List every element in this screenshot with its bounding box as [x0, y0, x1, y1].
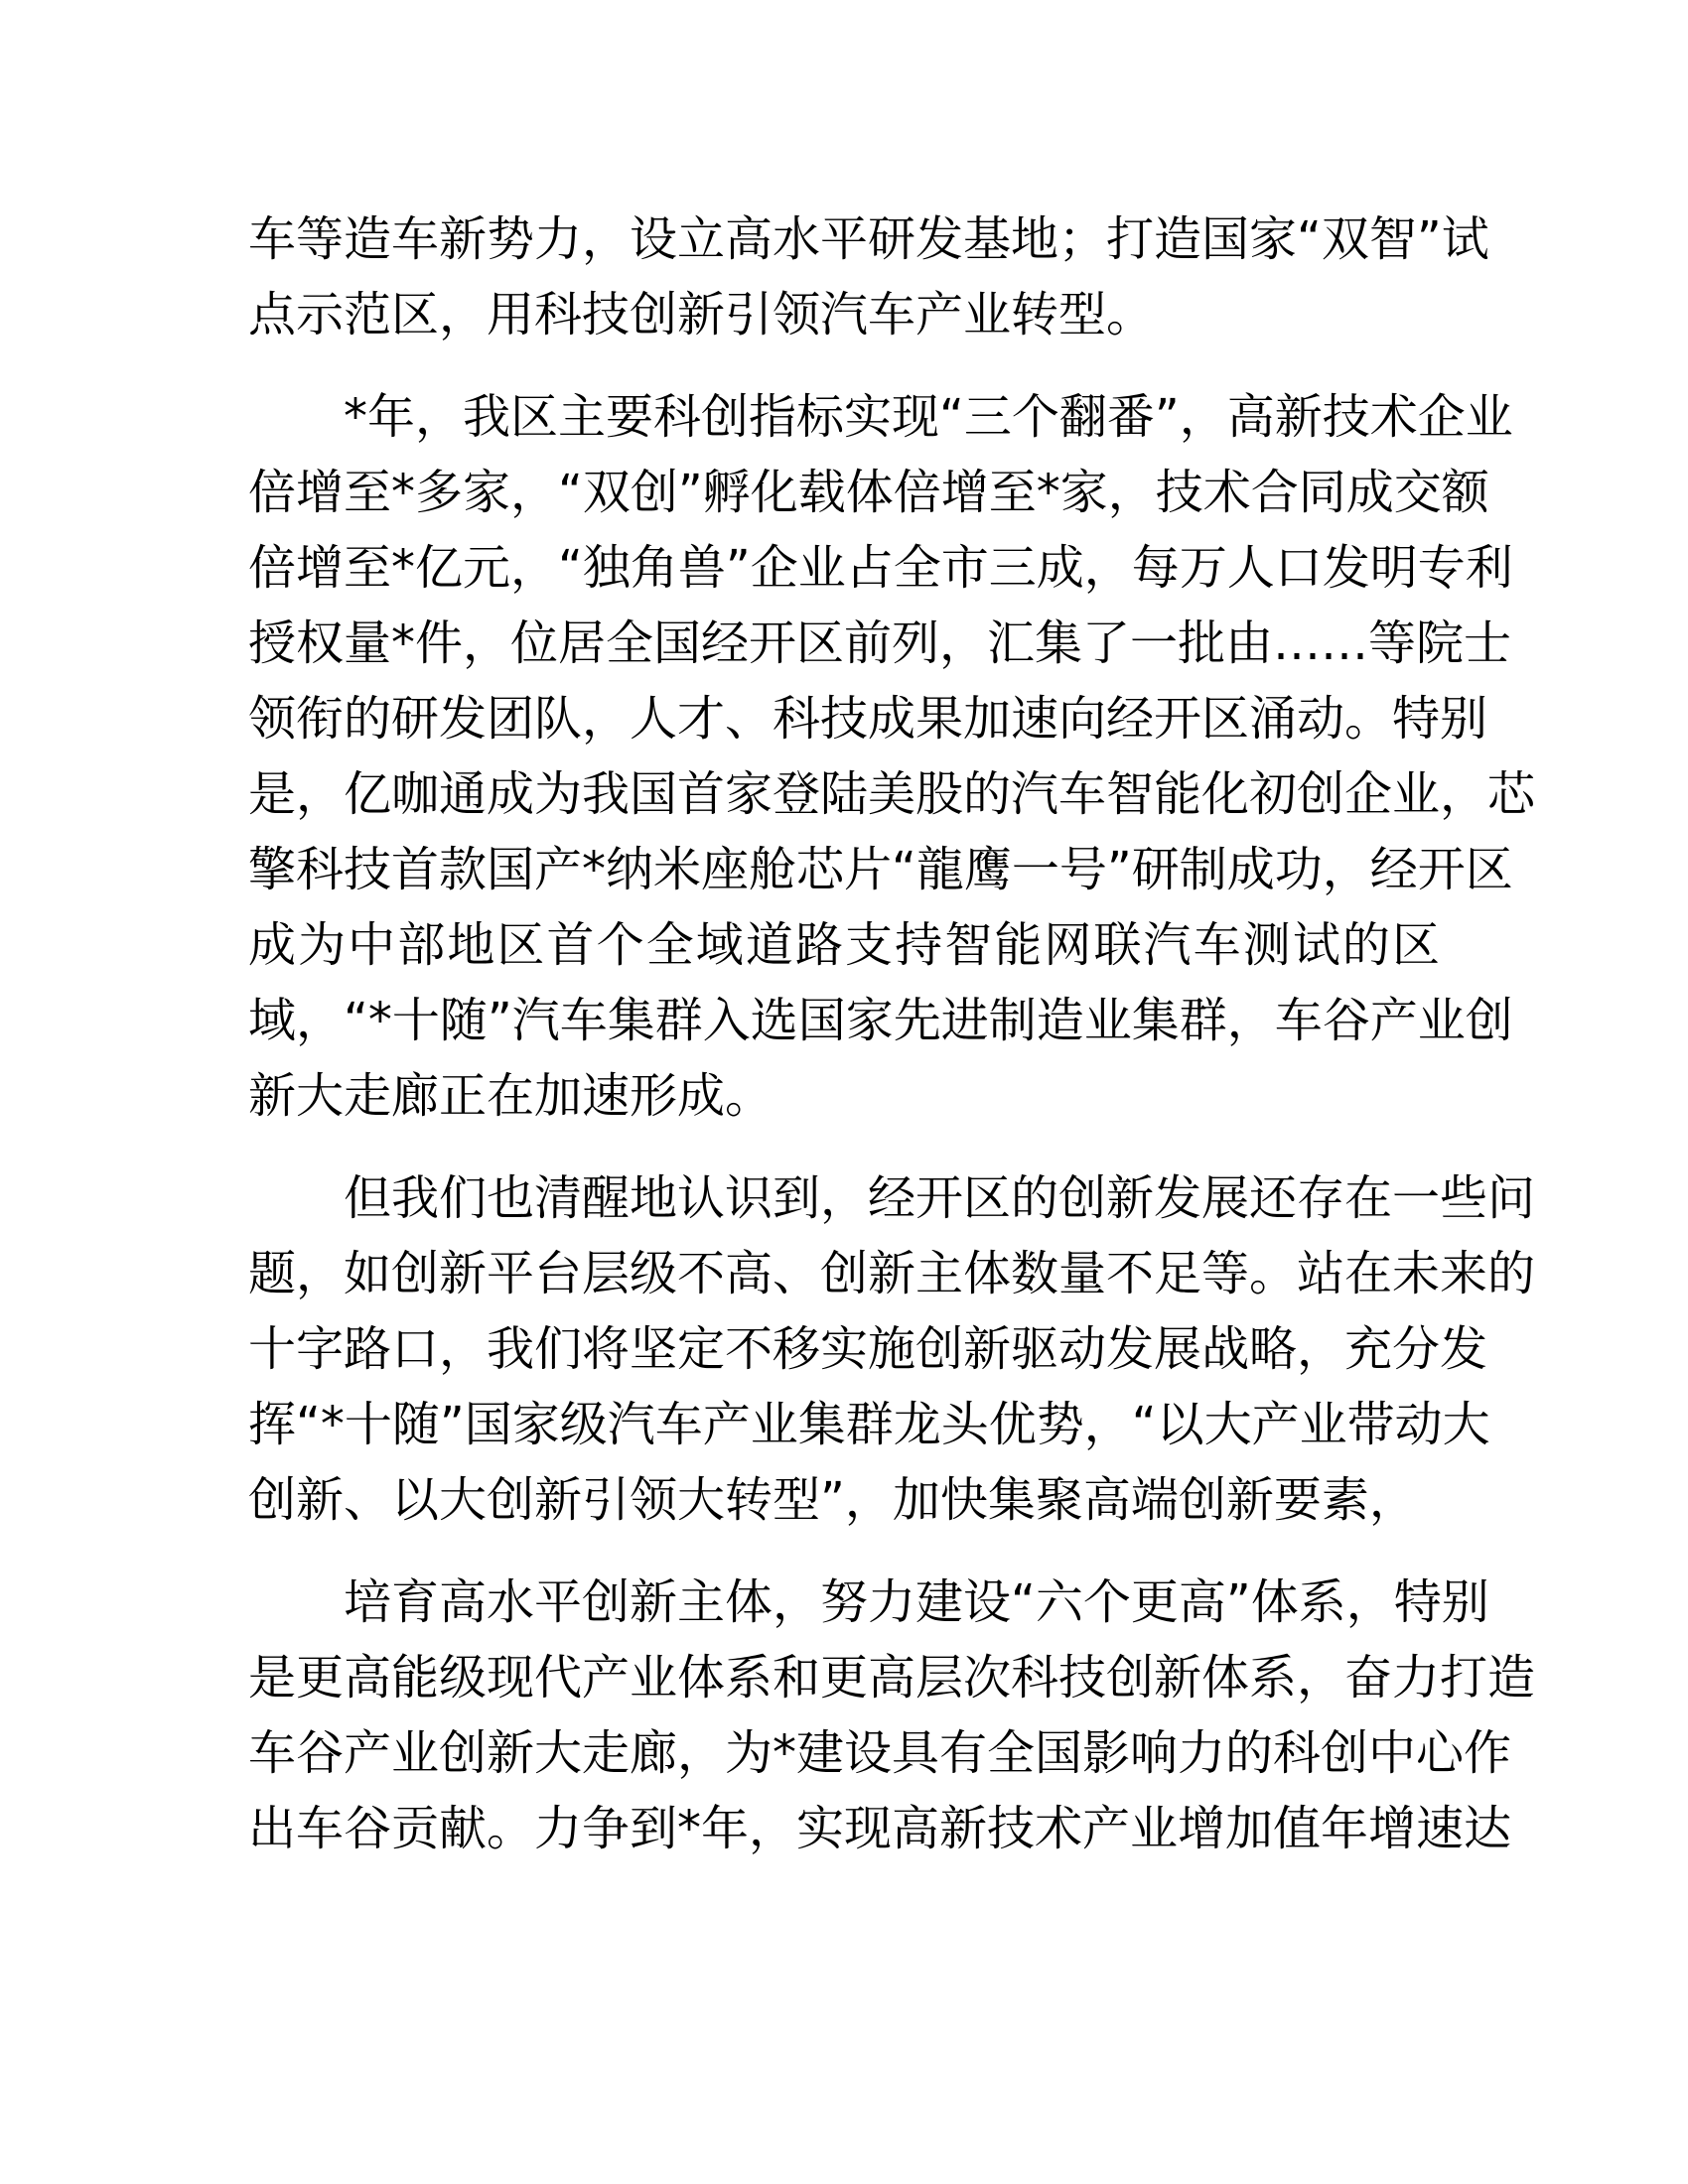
body-text	[248, 202, 1536, 1893]
text-line: 车谷产业创新大走廊，为*建设具有全国影响力的科创中心作	[248, 1725, 1512, 1781]
text-line: 题，如创新平台层级不高、创新主体数量不足等。站在未来的	[248, 1246, 1536, 1301]
paragraph	[248, 202, 1489, 352]
text-line: 擎科技首款国产*纳米座舱芯片“龍鹰一号”研制成功，经开区	[248, 842, 1513, 897]
text-line: 挥“*十随”国家级汽车产业集群龙头优势，“以大产业带动大	[248, 1397, 1490, 1452]
text-line: 车等造车新势力，设立高水平研发基地；打造国家“双智”试	[248, 211, 1489, 267]
paragraph	[248, 1565, 1536, 1866]
text-line: 授权量*件，位居全国经开区前列，汇集了一批由……等院士	[248, 615, 1512, 671]
text-line: 成为中部地区首个全域道路支持智能网联汽车测试的区	[248, 917, 1440, 973]
text-line: 出车谷贡献。力争到*年，实现高新技术产业增加值年增速达	[248, 1801, 1512, 1856]
text-line: 是，亿咖通成为我国首家登陆美股的汽车智能化初创企业，芯	[248, 766, 1536, 822]
paragraph	[248, 1160, 1536, 1538]
paragraph	[248, 379, 1536, 1134]
text-line: *年，我区主要科创指标实现“三个翻番”，高新技术企业	[344, 389, 1513, 445]
text-line: 领衔的研发团队，人才、科技成果加速向经开区涌动。特别	[248, 691, 1488, 747]
text-line: 十字路口，我们将坚定不移实施创新驱动发展战略，充分发	[248, 1321, 1488, 1377]
text-line: 培育高水平创新主体，努力建设“六个更高”体系，特别	[344, 1574, 1489, 1630]
text-line: 域，“*十随”汽车集群入选国家先进制造业集群，车谷产业创	[248, 993, 1513, 1048]
text-line: 倍增至*亿元，“独角兽”企业占全市三成，每万人口发明专利	[248, 540, 1513, 596]
text-line: 是更高能级现代产业体系和更高层次科技创新体系，奋力打造	[248, 1650, 1536, 1706]
text-line: 新大走廊正在加速形成。	[248, 1068, 774, 1124]
text-line: 创新、以大创新引领大转型”，加快集聚高端创新要素，	[248, 1472, 1417, 1528]
text-line: 点示范区，用科技创新引领汽车产业转型。	[248, 287, 1155, 342]
text-line: 但我们也清醒地认识到，经开区的创新发展还存在一些问	[344, 1170, 1536, 1226]
text-line: 倍增至*多家，“双创”孵化载体倍增至*家，技术合同成交额	[248, 465, 1489, 520]
